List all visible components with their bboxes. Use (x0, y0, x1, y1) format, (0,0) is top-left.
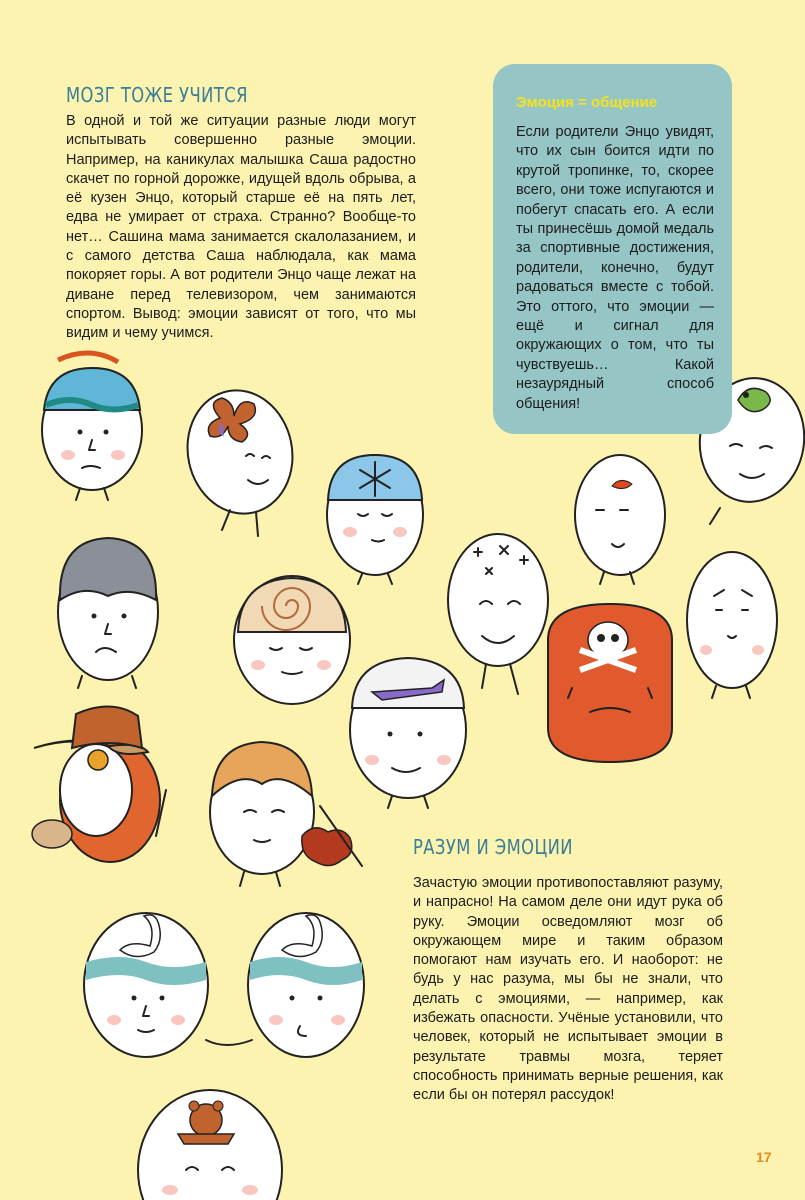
section-title-brain-learns: МОЗГ ТОЖЕ УЧИТСЯ (66, 83, 248, 107)
wave-head-character-icon (42, 353, 142, 500)
painter-character-icon (32, 706, 166, 862)
skull-head-character-icon (548, 604, 672, 762)
sidebar-body: Если родители Энцо увидят, что их сын боится идти по крутой тропинке, то, скорее всего, они тоже испугаются и побегут спасать его. А если ты принесёшь домой медаль за спортивные достижения, родители, конечно, будут радоваться вместе с тобой. Это оттого, что эмоции — ещё и сигнал для окружающих о том, что ты чувствуешь… Какой незаурядный способ общения! (516, 124, 714, 412)
grumpy-character-icon (58, 538, 158, 688)
violinist-character-icon (210, 742, 362, 886)
spiral-head-character-icon (234, 576, 350, 704)
goldfish-head-character-icon (575, 455, 665, 584)
section-body-brain-learns: В одной и той же ситуации разные люди могут испытывать совершенно разные эмоции. Например, на каникулах малышка Саша радостно скачет по горной дорожке, идущей вдоль обрыва, а её кузен Энцо, который старше её на пять лет, едва не умирает от страха. Странно? Вообще-то нет… Сашина мама занимается скалолазанием, и с самого детства Саша наблюдала, как мама покоряет горы. А вот родители Энцо чаще лежат на диване перед телевизором, чем занимаются спортом. Вывод: эмоции зависят от того, что мы видим и чему учимся. (66, 113, 416, 342)
sidebar-title: Эмоция = общение (516, 94, 658, 111)
sparkle-head-character-icon (448, 534, 548, 694)
snowflake-head-character-icon (327, 455, 423, 584)
section-body-reason-emotions: Зачастую эмоции противопоставляют разуму, и напрасно! На самом деле они идут рука об руку. Эмоции осведомляют мозг об окружающем мире и таким образом помогают нам изучать его. И наоборот: не будь у нас разума, мы бы не знали, что делать с эмоциями, — например, как избежать опасности. Учёные установили, что человек, который не испытывает эмоции в результате травмы мозга, теряет способность принимать верные решения, как если бы он потерял рассудок! (413, 875, 723, 1104)
page-number: 17 (756, 1149, 772, 1165)
worried-character-icon (687, 552, 777, 698)
swan-head-character-icon (84, 913, 208, 1057)
airplane-head-character-icon (350, 658, 466, 808)
butterfly-head-character-icon (176, 381, 304, 536)
swan-head-character-icon (206, 913, 364, 1057)
section-title-reason-emotions: РАЗУМ И ЭМОЦИИ (413, 835, 573, 859)
teddy-bear-head-character-icon (138, 1090, 282, 1200)
